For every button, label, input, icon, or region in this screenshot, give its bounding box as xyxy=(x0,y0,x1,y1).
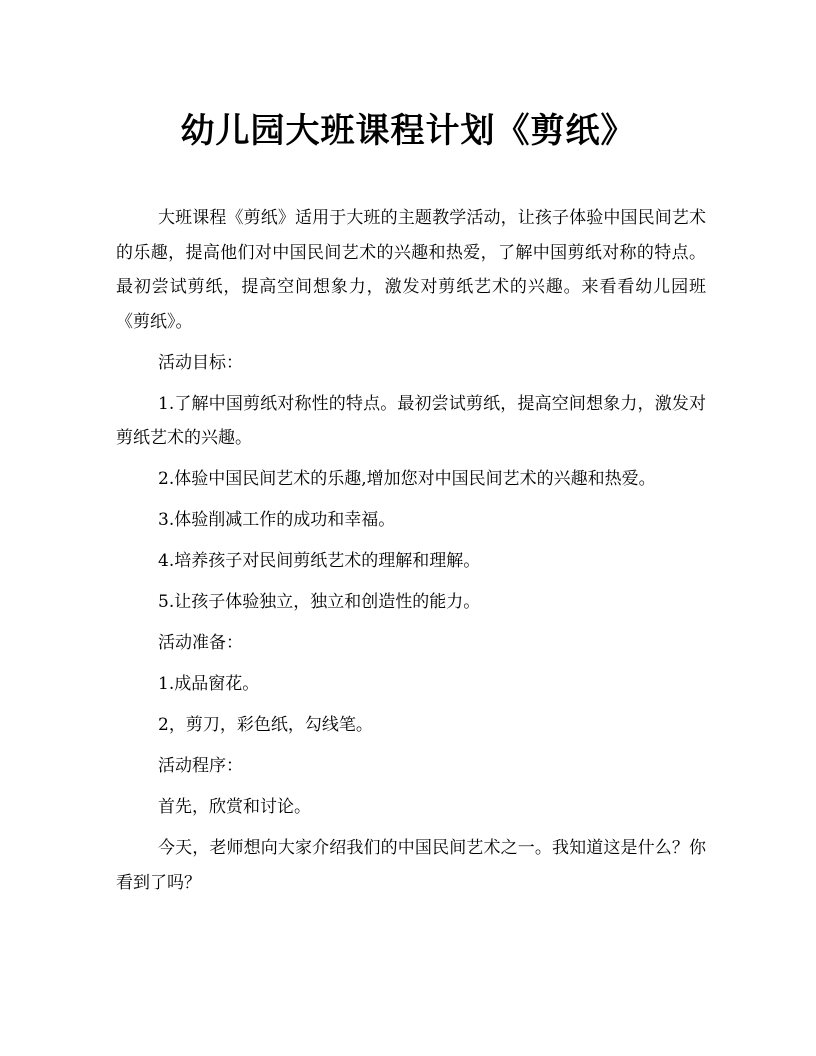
goal-item-3: 3.体验削减工作的成功和幸福。 xyxy=(158,510,396,530)
heading-activity-goals: 活动目标： xyxy=(158,352,243,373)
document-body xyxy=(116,201,706,900)
heading-activity-procedure: 活动程序： xyxy=(158,756,243,776)
goal-item-2: 2.体验中国民间艺术的乐趣,增加您对中国民间艺术的兴趣和热爱。 xyxy=(158,469,656,489)
preparation-item-1: 1.成品窗花。 xyxy=(158,674,260,694)
procedure-paragraph: 今天，老师想向大家介绍我们的中国民间艺术之一。我知道这是什么？你看到了吗？ xyxy=(116,838,706,893)
paragraph-intro: 大班课程《剪纸》适用于大班的主题教学活动，让孩子体验中国民间艺术的乐趣，提高他们对中国民间艺术的兴趣和热爱，了解中国剪纸对称的特点。最初尝试剪纸，提高空间想象力，激发对剪纸艺术的兴趣。来看看幼儿园班《剪纸》。 xyxy=(116,208,706,332)
heading-activity-preparation: 活动准备： xyxy=(158,633,243,653)
goal-item-5: 5.让孩子体验独立，独立和创造性的能力。 xyxy=(158,592,481,612)
document-title: 幼儿园大班课程计划《剪纸》 xyxy=(180,111,636,151)
goal-item-1: 1.了解中国剪纸对称性的特点。最初尝试剪纸，提高空间想象力，激发对剪纸艺术的兴趣。 xyxy=(116,393,706,448)
goal-item-4: 4.培养孩子对民间剪纸艺术的理解和理解。 xyxy=(158,551,481,571)
preparation-item-2: 2，剪刀，彩色纸，勾线笔。 xyxy=(158,715,373,735)
procedure-step-1: 首先，欣赏和讨论。 xyxy=(158,797,311,817)
